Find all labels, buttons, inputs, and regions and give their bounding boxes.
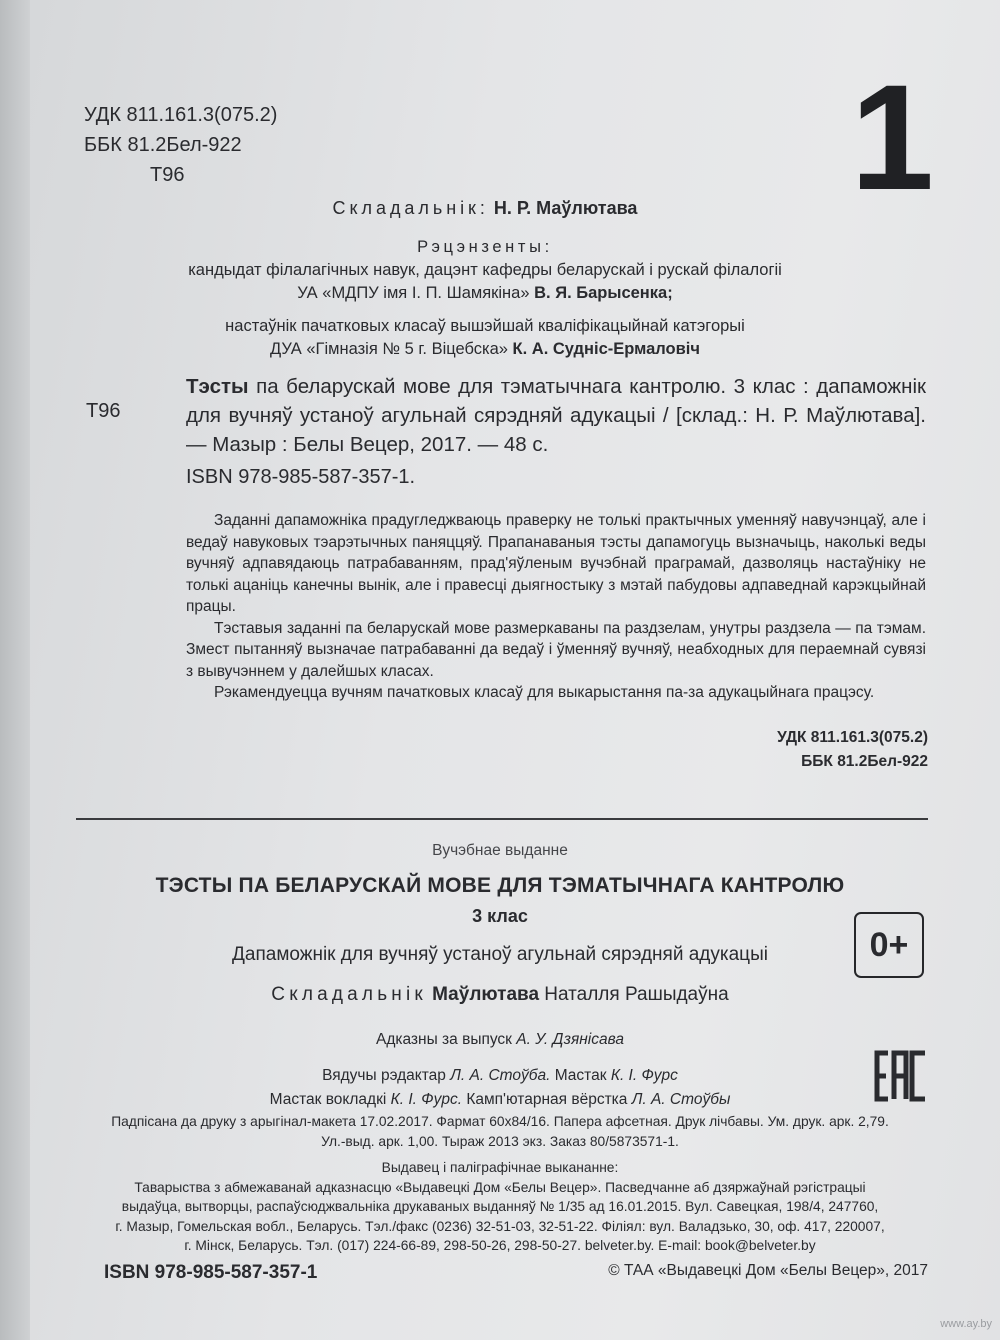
publisher-heading: Выдавец і паліграфічнае выкананне: [381, 1160, 619, 1175]
abstract-paragraph: Тэставыя заданні па беларускай мове размеркаваны па раздзелам, унутры раздзела — па тэмам. Змест пытанняў вызначае патрабаванні да ведаў і ўменняў вучняў, неабходных для пераемнай сувязі з вывучэннем у далейшых класах. [186, 619, 926, 680]
compiler-name: Н. Р. Маўлютава [493, 198, 638, 218]
reviewers-block [0, 236, 970, 361]
imprint-compiler [0, 984, 1000, 1006]
publisher-line: г. Мазыр, Гомельская вобл., Беларусь. Тэл./факс (0236) 32-51-03, 32-51-22. Філіял: вул. Валадзько, 30, оф. 417, 220007, [115, 1218, 885, 1234]
reviewer1-org: УА «МДПУ імя І. П. Шамякіна» [297, 284, 530, 302]
bbk-code-right: ББК 81.2Бел-922 [801, 753, 928, 770]
reviewer2-name: К. А. Судніс-Ермаловіч [512, 340, 700, 358]
imprint-compiler-surname: Маўлютава [432, 984, 540, 1005]
print-details [0, 1112, 1000, 1152]
imprint-manual: Дапаможнік для вучняў устаноў агульнай сярэдняй адукацыі [232, 944, 768, 965]
classification-codes [84, 100, 277, 190]
artist-name: К. І. Фурс [610, 1067, 678, 1084]
edition-type: Вучэбнае выданне [432, 842, 568, 859]
imprint-compiler-label: Складальнік [271, 984, 427, 1005]
cover-artist-name: К. І. Фурс. [390, 1091, 463, 1108]
bbk-code: ББК 81.2Бел-922 [84, 134, 242, 156]
editor-line [0, 1064, 1000, 1088]
staff-block [0, 1028, 1000, 1112]
print-line: Падпісана да друку з арыгінал-макета 17.02.2017. Фармат 60x84/16. Папера афсетная. Друк лічбавы. Ум. друк. арк. 2,79. [111, 1114, 889, 1129]
compiler-label: Складальнік: [332, 198, 489, 218]
layout-label: Камп'ютарная вёрстка [466, 1091, 628, 1108]
udk-code: УДК 811.161.3(075.2) [84, 104, 278, 126]
publisher-line: г. Мінск, Беларусь. Тэл. (017) 224-66-89, 298-50-26, 298-50-27. belveter.by. E-mail: book@belveter.by [184, 1238, 816, 1253]
abstract-paragraph: Заданні дапаможніка прадугледжваюць праверку не толькі практычных уменняў навучэнцаў, але і ведаў навуковых тэарэтычных паняццяў. Прапанаваныя тэсты дапамогуць вызначыць, наколькі веды вучняў адпавядаюць патрабаванням, прад'яўленым вучэбнай праграмай, дазволяць настаўніку не толькі ацаніць канечны вынік, але і правесці дыягностыку з мэтай пабудовы адпаведнай карэкцыйнай працы. [186, 512, 926, 615]
layout-name: Л. А. Стоўбы [631, 1091, 731, 1108]
reviewer2-title: настаўнік пачатковых класаў вышэйшай кваліфікацыйнай катэгорыі [225, 317, 745, 335]
print-line: Ул.-выд. арк. 1,00. Тыраж 2013 экз. Заказ 80/5873571-1. [321, 1134, 679, 1149]
classification-codes-right [777, 726, 928, 774]
abstract-paragraph: Рэкамендуецца вучням пачатковых класаў для выкарыстання па-за адукацыйнага працэсу. [214, 684, 875, 701]
artist-label: Мастак [554, 1067, 607, 1084]
cover-artist-label: Мастак вокладкі [269, 1091, 387, 1108]
biblio-isbn: ISBN 978-985-587-357-1. [186, 466, 416, 488]
imprint-grade: 3 клас [472, 906, 528, 926]
copyright: © ТАА «Выдавецкі Дом «Белы Вецер», 2017 [608, 1262, 928, 1279]
reviewer2-org: ДУА «Гімназія № 5 г. Віцебска» [270, 340, 508, 358]
responsible-line [0, 1028, 1000, 1052]
lead-editor-label: Вядучы рэдактар [322, 1067, 446, 1084]
age-rating-badge: 0+ [854, 912, 924, 978]
eac-mark-icon [874, 1050, 928, 1102]
reviewer2-line [0, 338, 970, 361]
watermark: www.ay.by [940, 1318, 992, 1330]
reviewer1-line [0, 282, 970, 305]
imprint-compiler-given: Наталля Рашыдаўна [544, 984, 729, 1005]
publisher-line: выдаўца, вытворцы, распаўсюджвальніка друкаваных выданняў № 1/35 ад 16.01.2015. Вул. Савецкая, 198/4, 247760, [121, 1199, 879, 1214]
section-divider [76, 818, 928, 820]
publisher-line: Таварыства з абмежаванай адказнасцю «Выдавецкі Дом «Белы Вецер». Пасведчанне аб дзяржаўнай рэгістрацыі [134, 1179, 866, 1195]
biblio-description [186, 372, 926, 459]
udk-code-right: УДК 811.161.3(075.2) [777, 729, 928, 746]
isbn-bottom: ISBN 978-985-587-357-1 [104, 1262, 318, 1283]
responsible-label: Адказны за выпуск [375, 1031, 512, 1048]
biblio-title: Тэсты [186, 375, 249, 398]
reviewer1-title: кандыдат філалагічных навук, дацэнт кафедры беларускай і рускай філалогіі [188, 261, 782, 279]
compiler-line [0, 198, 970, 219]
lead-editor-name: Л. А. Стоўба. [450, 1067, 551, 1084]
reviewers-heading: Рэцэнзенты: [417, 238, 553, 256]
publisher-details [0, 1158, 1000, 1256]
biblio-text: па беларускай мове для тэматычнага кантролю. 3 клас : дапаможнік для вучняў устаноў агульнай сярэдняй адукацыі / [склад.: Н. Р. Маўлютава]. — Мазыр : Белы Вецер, 2017. — 48 с. [186, 375, 926, 456]
imprint-title: ТЭСТЫ ПА БЕЛАРУСКАЙ МОВЕ ДЛЯ ТЭМАТЫЧНАГА КАНТРОЛЮ [155, 874, 845, 897]
page-number: 1 [850, 53, 934, 221]
biblio-mark: Т96 [86, 400, 121, 422]
reviewer1-name: В. Я. Барысенка; [534, 284, 673, 302]
cover-line [0, 1088, 1000, 1112]
abstract [186, 510, 926, 704]
responsible-name: А. У. Дзянісава [516, 1031, 624, 1048]
author-mark: Т96 [150, 164, 185, 186]
